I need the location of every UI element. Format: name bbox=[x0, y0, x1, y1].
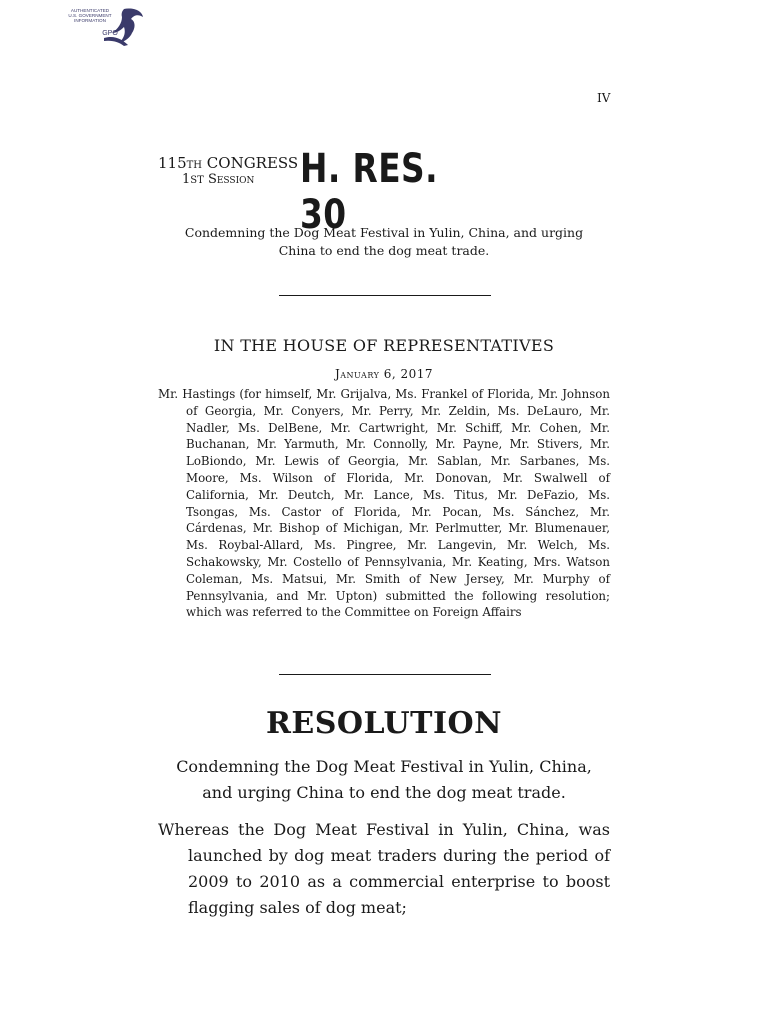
logo-line-2: U.S. GOVERNMENT bbox=[68, 13, 112, 18]
congress-number: 115TH CONGRESS bbox=[158, 154, 299, 172]
bill-number: H. RES. 30 bbox=[300, 146, 438, 238]
eagle-icon bbox=[64, 5, 148, 47]
short-title: Condemning the Dog Meat Festival in Yulin, China, and urging China to end the dog meat trade. bbox=[184, 225, 584, 258]
chamber-heading: IN THE HOUSE OF REPRESENTATIVES bbox=[213, 336, 555, 355]
session-number: 1ST Session bbox=[182, 172, 255, 187]
bill-header bbox=[158, 146, 498, 238]
logo-line-3: INFORMATION bbox=[74, 18, 106, 23]
sponsors-text: Mr. Hastings (for himself, Mr. Grijalva, Ms. Frankel of Florida, Mr. Johnson of Georgia, Mr. Conyers, Mr. Perry, Mr. Zeldin, Ms. DeLauro, Mr. Nadler, Ms. DelBene, Mr. Cartwright, Mr. Schiff, Mr. Cohen, Mr. Buchanan, Mr. Yarmuth, Mr. Connolly, Mr. Payne, Mr. Stivers, Mr. LoBiondo, Mr. Lewis of Georgia, Mr. Sablan, Mr. Sarbanes, Ms. Moore, Ms. Wilson of Florida, Mr. Donovan, Mr. Swalwell of California, Mr. Deutch, Mr. Lance, Ms. Titus, Mr. DeFazio, Ms. Tsongas, Ms. Castor of Florida, Mr. Pocan, Ms. Sánchez, Mr. Cárdenas, Mr. Bishop of Michigan, Mr. Perlmutter, Mr. Blumenauer, Ms. Roybal-Allard, Ms. Pingree, Mr. Langevin, Mr. Welch, Ms. Schakowsky, Mr. Costello of Pennsylvania, Mr. Keating, Mrs. Watson Coleman, Ms. Matsui, Mr. Smith of New Jersey, Mr. Murphy of Pennsylvania, and Mr. Upton) submitted the following resolution; which was referred to the Committee on Foreign Affairs bbox=[158, 387, 610, 620]
divider-rule bbox=[279, 674, 491, 675]
introduction-date: January 6, 2017 bbox=[334, 367, 434, 381]
divider-rule bbox=[279, 295, 491, 296]
whereas-clause bbox=[158, 817, 610, 921]
page-number: IV bbox=[597, 91, 611, 105]
resolution-heading: RESOLUTION bbox=[265, 706, 503, 741]
whereas-text: Whereas the Dog Meat Festival in Yulin, China, was launched by dog meat traders during the period of 2009 to 2010 as a commercial enterprise to boost flagging sales of dog meat; bbox=[158, 820, 610, 917]
sponsors-paragraph bbox=[158, 386, 610, 621]
logo-line-1: AUTHENTICATED bbox=[70, 8, 110, 13]
gpo-authentication-logo bbox=[64, 5, 148, 47]
logo-line-4: GPO bbox=[102, 30, 118, 37]
long-title: Condemning the Dog Meat Festival in Yulin, China, and urging China to end the dog meat trade. bbox=[176, 757, 592, 802]
